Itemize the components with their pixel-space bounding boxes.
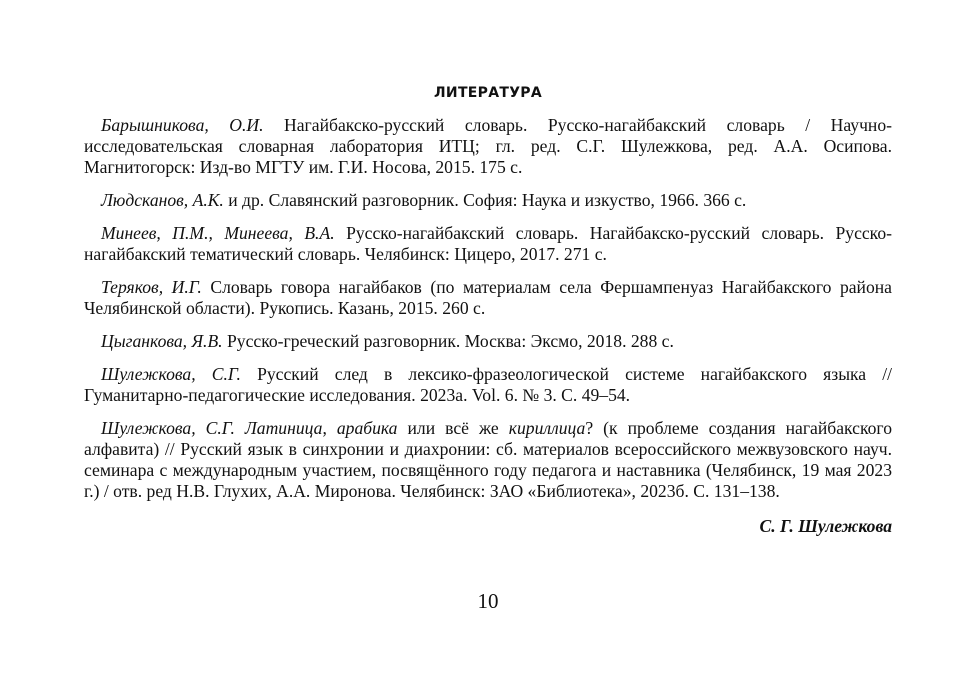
- reference-entry: [84, 418, 892, 502]
- reference-author: Теряков, И.Г.: [101, 277, 202, 297]
- reference-entry: [84, 364, 892, 406]
- reference-text: Нагайбакско-русский словарь. Русско-нагайбакский словарь / Научно-исследовательская словарная лаборатория ИТЦ; гл. ред. С.Г. Шулежкова, ред. А.А. Осипова. Магнитогорск: Изд-во МГТУ им. Г.И. Носова, 2015. 175 с.: [84, 115, 892, 177]
- reference-text: (к проблеме создания нагайбакского алфавита) // Русский язык в синхронии и диахронии: сб. материалов всероссийского межвузовского науч. семинара с международным участием, посвящённого году педагога и наставника (Челябинск, 19 мая 2023 г.) / отв. ред Н.В. Глухих, А.А. Миронова. Челябинск: ЗАО «Библиотека», 2023б. С. 131–138.: [84, 418, 892, 501]
- reference-entry: [84, 223, 892, 265]
- reference-entry: [84, 277, 892, 319]
- reference-text: Русский след в лексико-фразеологической системе нагайбакского языка // Гуманитарно-педагогические исследования. 2023а. Vol. 6. № 3. С. 49–54.: [84, 364, 892, 405]
- reference-author: Цыганкова, Я.В.: [101, 331, 223, 351]
- section-heading: ЛИТЕРАТУРА: [434, 85, 542, 101]
- reference-author: Барышникова, О.И.: [101, 115, 264, 135]
- reference-text: Русско-греческий разговорник. Москва: Эксмо, 2018. 288 с.: [227, 331, 674, 351]
- reference-entry: [84, 190, 892, 211]
- reference-title-part: Латиница: [244, 418, 323, 438]
- reference-text: и др. Славянский разговорник. София: Наука и изкуство, 1966. 366 с.: [228, 190, 747, 210]
- reference-title-part: или всё же: [397, 418, 509, 438]
- reference-text: Русско-нагайбакский словарь. Нагайбакско-русский словарь. Русско-нагайбакский тематический словарь. Челябинск: Цицеро, 2017. 271 с.: [84, 223, 892, 264]
- reference-author: Шулежкова, С.Г.: [101, 418, 235, 438]
- page-number: 10: [477, 589, 499, 613]
- page-body: [84, 83, 892, 537]
- reference-title-part: ,: [322, 418, 337, 438]
- reference-entry: [84, 331, 892, 352]
- reference-entry: [84, 115, 892, 178]
- author-signature: С. Г. Шулежкова: [759, 516, 892, 536]
- reference-author: Шулежкова, С.Г.: [101, 364, 241, 384]
- reference-title-part: кириллица: [508, 418, 586, 438]
- reference-text: Словарь говора нагайбаков (по материалам села Фершампенуаз Нагайбакского района Челябинской области). Рукопись. Казань, 2015. 260 с.: [84, 277, 892, 318]
- reference-author: Людсканов, А.К.: [101, 190, 224, 210]
- reference-title-part: ?: [585, 418, 594, 438]
- reference-author: Минеев, П.М., Минеева, В.А.: [101, 223, 335, 243]
- reference-title-part: арабика: [336, 418, 398, 438]
